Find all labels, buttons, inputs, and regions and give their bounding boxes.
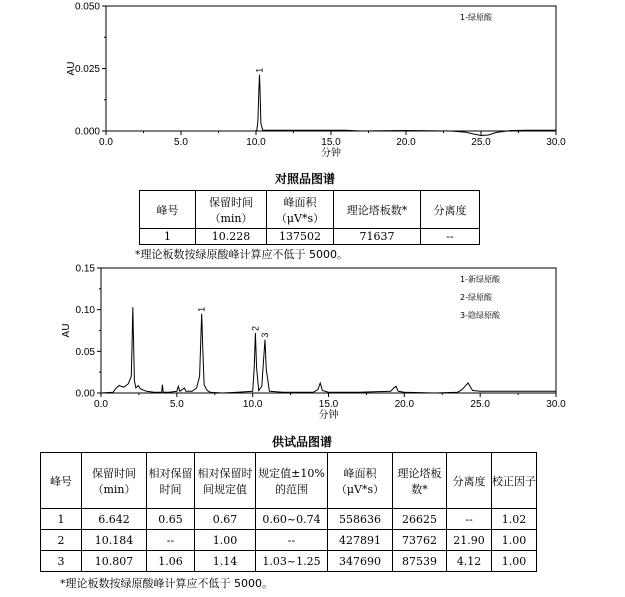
- table2-cell: 4.12: [447, 551, 492, 572]
- table2-cell: 0.60~0.74: [256, 509, 328, 530]
- x-tick-label: 20.0: [396, 137, 416, 148]
- table2-cell: 87539: [393, 551, 447, 572]
- table2-cell: 1.00: [492, 530, 537, 551]
- sample-results-table: [40, 452, 537, 572]
- x-tick-label: 30.0: [546, 137, 566, 148]
- plot-frame: [101, 268, 556, 393]
- table1-cell: 71637: [334, 229, 421, 245]
- table1-cell: --: [421, 229, 480, 245]
- table2-cell: 10.807: [82, 551, 147, 572]
- table1-note: *理论板数按绿原酸峰计算应不低于 5000。: [135, 248, 348, 261]
- y-tick-label: 0.10: [75, 305, 95, 317]
- x-tick-label: 10.0: [246, 137, 266, 148]
- peak-label: 2: [250, 325, 261, 331]
- y-tick-label: 0.025: [74, 64, 100, 75]
- peak-label: 1: [254, 67, 265, 73]
- x-tick-label: 25.0: [471, 137, 491, 148]
- table1-header: 峰号: [140, 191, 196, 229]
- x-tick-label: 0.0: [94, 399, 108, 410]
- table2-note: *理论板数按绿原酸峰计算应不低于 5000。: [60, 577, 273, 590]
- table2-cell: 0.65: [147, 509, 195, 530]
- chart2-title: 供试品图谱: [272, 435, 333, 449]
- table2-header: 规定值±10%的范围: [256, 453, 328, 509]
- y-tick-label: 0.15: [75, 263, 95, 275]
- table1-header: 保留时间（min）: [196, 191, 267, 229]
- table2-header: 峰号: [41, 453, 82, 509]
- table2-cell: 6.642: [82, 509, 147, 530]
- table2-cell: 558636: [328, 509, 393, 530]
- table1-header: 理论塔板数*: [334, 191, 421, 229]
- x-tick-label: 30.0: [546, 399, 566, 410]
- table-row: [41, 551, 537, 572]
- table2-header: 保留时间（min）: [82, 453, 147, 509]
- table2-cell: 347690: [328, 551, 393, 572]
- table2-cell: 1.00: [492, 551, 537, 572]
- y-tick-label: 0.050: [74, 1, 100, 13]
- table1-cell: 1: [140, 229, 196, 245]
- x-tick-label: 15.0: [318, 399, 339, 410]
- chart1-title: 对照品图谱: [275, 172, 336, 186]
- table2-cell: --: [256, 530, 328, 551]
- table2-cell: 1.06: [147, 551, 195, 572]
- table-row: [41, 530, 537, 551]
- table2-cell: 21.90: [447, 530, 492, 551]
- table2-cell: 427891: [328, 530, 393, 551]
- table2-header: 理论塔板数*: [393, 453, 447, 509]
- table2-header: 相对保留时间: [147, 453, 195, 509]
- x-tick-label: 20.0: [394, 399, 415, 410]
- table2-header: 峰面积（μV*s）: [328, 453, 393, 509]
- table2-cell: 1: [41, 509, 82, 530]
- table1-header: 峰面积（μV*s）: [267, 191, 334, 229]
- y-axis-label: AU: [61, 323, 72, 338]
- y-tick-label: 0.000: [74, 126, 100, 138]
- peak-label: 1: [196, 306, 207, 312]
- chromatogram-trace: [101, 307, 556, 393]
- table2-cell: 73762: [393, 530, 447, 551]
- legend-entry: 3-隐绿原酸: [460, 311, 500, 320]
- peak-label: 3: [259, 332, 270, 338]
- x-axis-label: 分钟: [318, 410, 339, 421]
- y-tick-label: 0.05: [75, 346, 95, 358]
- table2-header: 校正因子: [492, 453, 537, 509]
- x-tick-label: 25.0: [470, 399, 490, 410]
- table1-header: 分离度: [421, 191, 480, 229]
- table1-cell: 10.228: [196, 229, 267, 245]
- table-row: [41, 509, 537, 530]
- table2-header: 相对保留时间规定值: [195, 453, 256, 509]
- table2-cell: 3: [41, 551, 82, 572]
- x-tick-label: 10.0: [242, 399, 263, 410]
- x-tick-label: 15.0: [321, 137, 341, 148]
- legend-entry: 1-绿原酸: [460, 13, 492, 22]
- table2-cell: --: [147, 530, 195, 551]
- x-tick-label: 5.0: [169, 399, 184, 410]
- table1-cell: 137502: [267, 229, 334, 245]
- table2-cell: 26625: [393, 509, 447, 530]
- legend-entry: 1-新绿原酸: [460, 275, 500, 284]
- table2-cell: 1.03~1.25: [256, 551, 328, 572]
- table2-cell: 1.14: [195, 551, 256, 572]
- y-axis-label: AU: [66, 61, 77, 76]
- table2-cell: 0.67: [195, 509, 256, 530]
- x-tick-label: 0.0: [99, 137, 113, 148]
- table2-header: 分离度: [447, 453, 492, 509]
- table2-cell: 1.00: [195, 530, 256, 551]
- table2-cell: --: [447, 509, 492, 530]
- table2-cell: 2: [41, 530, 82, 551]
- y-tick-label: 0.00: [75, 388, 95, 400]
- x-axis-label: 分钟: [321, 148, 341, 159]
- legend-entry: 2-绿原酸: [460, 293, 492, 302]
- table2-cell: 10.184: [82, 530, 147, 551]
- table2-cell: 1.02: [492, 509, 537, 530]
- x-tick-label: 5.0: [174, 137, 188, 148]
